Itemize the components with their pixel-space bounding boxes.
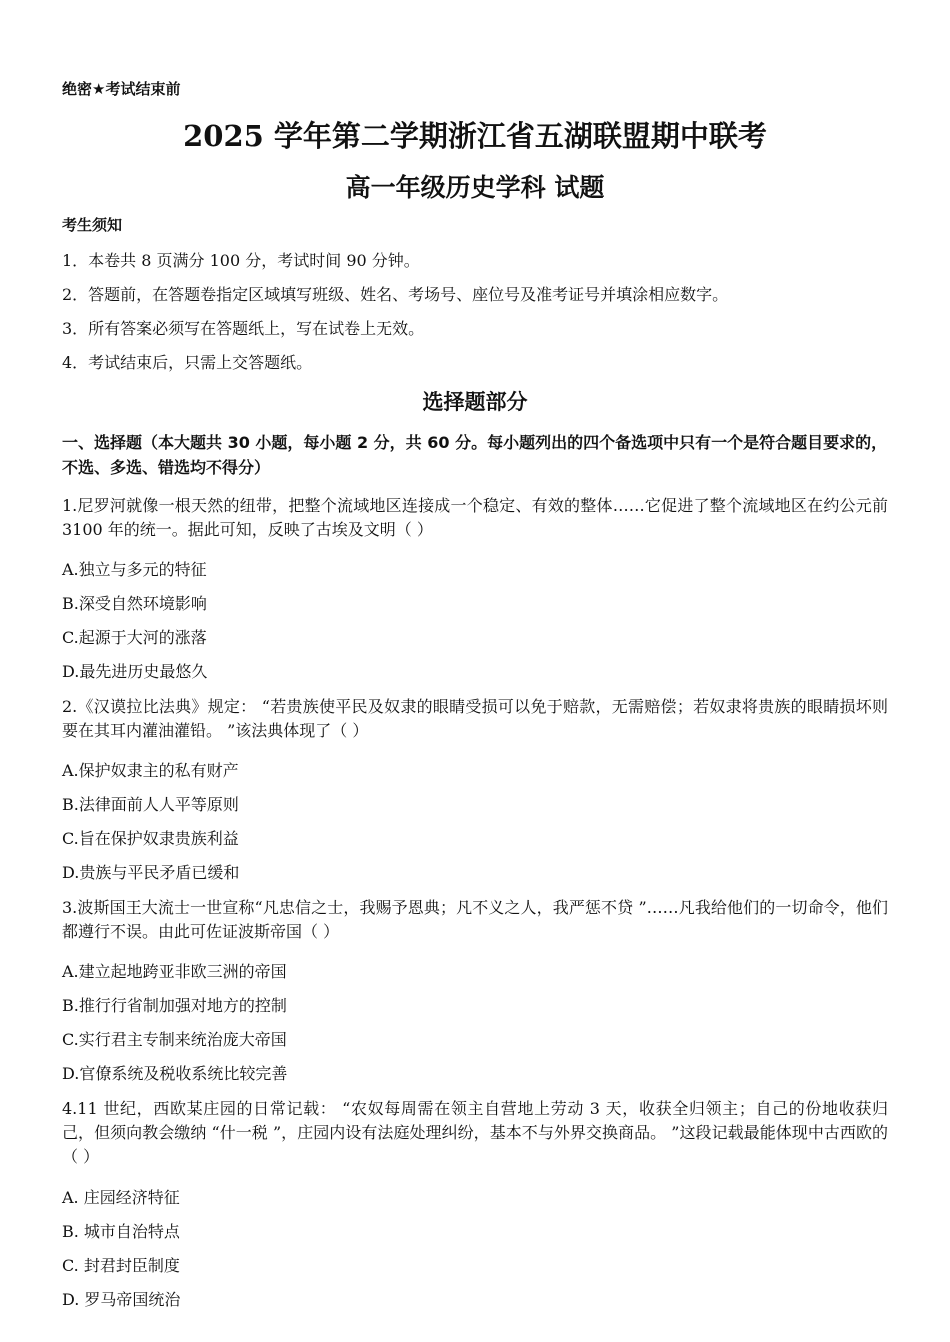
option: C.实行君主专制来统治庞大帝国 (62, 1030, 287, 1049)
option: C. 封君封臣制度 (62, 1256, 180, 1275)
option: C.起源于大河的涨落 (62, 628, 207, 647)
section-title: 选择题部分 (422, 389, 528, 414)
notice-heading: 考生须知 (62, 216, 123, 234)
option: C.旨在保护奴隶贵族利益 (62, 829, 239, 848)
notice-item: 2．答题前，在答题卷指定区域填写班级、姓名、考场号、座位号及准考证号并填涂相应数字。 (62, 285, 729, 304)
notice-item: 1．本卷共 8 页满分 100 分，考试时间 90 分钟。 (62, 251, 420, 270)
question-stem: 1.尼罗河就像一根天然的纽带，把整个流域地区连接成一个稳定、有效的整体……它促进了整个流域地区在约公元前 3100 年的统一。据此可知，反映了古埃及文明（ ） (62, 496, 888, 539)
option: B.深受自然环境影响 (62, 594, 207, 613)
option: D.贵族与平民矛盾已缓和 (62, 863, 240, 882)
option: A. 庄园经济特征 (62, 1188, 180, 1207)
notice-item: 3．所有答案必须写在答题纸上，写在试卷上无效。 (62, 319, 425, 338)
option: B.法律面前人人平等原则 (62, 795, 239, 814)
exam-title: 2025 学年第二学期浙江省五湖联盟期中联考 (183, 119, 767, 153)
confidential-label: 绝密★考试结束前 (62, 80, 181, 98)
option: A.独立与多元的特征 (62, 560, 207, 579)
exam-subtitle: 高一年级历史学科 试题 (345, 173, 605, 202)
question-stem: 2.《汉谟拉比法典》规定： “若贵族使平民及奴隶的眼睛受损可以免于赔款，无需赔偿；若奴隶将贵族的眼睛损坏则要在其耳内灌油灌铅。 ”该法典体现了（ ） (62, 697, 888, 740)
option: B.推行行省制加强对地方的控制 (62, 996, 287, 1015)
notice-item: 4．考试结束后，只需上交答题纸。 (62, 353, 313, 372)
option: A.建立起地跨亚非欧三洲的帝国 (62, 962, 287, 981)
option: D.官僚系统及税收系统比较完善 (62, 1064, 288, 1083)
question-stem: 3.波斯国王大流士一世宣称“凡忠信之士，我赐予恩典；凡不义之人，我严惩不贷 ”……凡我给他们的一切命令，他们都遵行不误。由此可佐证波斯帝国（ ） (62, 898, 888, 941)
question-stem: 4.11 世纪，西欧某庄园的日常记载： “农奴每周需在领主自营地上劳动 3 天，收获全归领主；自己的份地收获归己，但须向教会缴纳 “什一税 ”，庄园内设有法庭处理纠纷，基本不与外界交换商品。 ”这段记载最能体现中古西欧的（ ） (62, 1099, 888, 1166)
section-instruction: 一、选择题（本大题共 30 小题，每小题 2 分，共 60 分。每小题列出的四个备选项中只有一个是符合题目要求的，不选、多选、错选均不得分） (62, 433, 888, 477)
option: D.最先进历史最悠久 (62, 662, 208, 681)
option: A.保护奴隶主的私有财产 (62, 761, 239, 780)
option: B. 城市自治特点 (62, 1222, 180, 1241)
option: D. 罗马帝国统治 (62, 1290, 181, 1309)
